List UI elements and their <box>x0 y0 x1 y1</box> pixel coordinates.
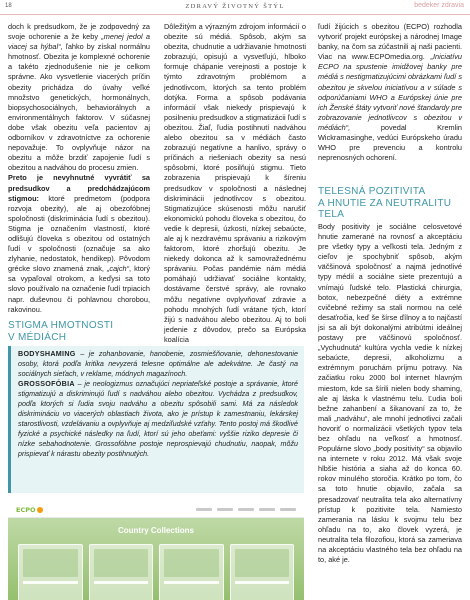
magazine-title: ZDRAVÝ ŽIVOTNÝ ŠTÝL <box>185 3 285 10</box>
heading-line: A HNUTIE ZA NEUTRALITU <box>318 197 452 209</box>
column-1 <box>8 22 150 315</box>
website-hero <box>8 518 304 600</box>
lead-text: Preto je nevyhnutné vyvrátiť sa predsudkov a predchádzajúcom stigmou: <box>8 173 150 203</box>
page-number: 18 <box>5 3 12 9</box>
collection-card <box>230 544 295 600</box>
heading-line: TELA <box>318 209 345 220</box>
text: , ktorý sa vypaľoval otrokom, a keďysi sa toto slovo používalo na označenie ľudí trpiacich napr. duševnou či pohlavnou chorobou, rakovinou. <box>8 264 150 314</box>
collection-cards <box>18 544 294 600</box>
section-heading-body-positivity <box>318 186 462 221</box>
website-header <box>8 502 304 518</box>
definition: – je zohanbovanie, hanobenie, zosmiešňovanie, dehonestovanie osoby, ktorá podľa kritika nevyzerá telesne optimálne ale adekvátne. Je častý na sociálnych sieťach, v reklame, módnych magazínoch. <box>18 350 298 378</box>
definition: – je neologizmus označujúci nepriateľské postoje a správanie, ktoré stigmatizujú a diskriminujú ľudí s nadváhou alebo obezitou. Vychádza z predsudkov, podľa ktorých si ľudia svoju nadváhu a obezitu spôsobili sami. Má za následok diskrimináciu vo viacerých oblastiach života, ako je prístup k zamestnaniu, lekárskej starostlivosti, vzdelávaniu a ovplyvňuje aj medziľudské vzťahy. Tento postoj má škodlivé fyzické a psychické následky na ľudí, ktorí sú jeho obeťami: vyššie riziko depresie či nízke sebahodnotenie. Grossofóbne postoje neprospievajú chudnutiu, naopak, môžu prispievať k nárastu obezity postihnutých. <box>18 380 298 458</box>
quote: „Iniciatívu ECPO na spustenie imidžovej banky pre médiá s nestigmatizujúcimi obrázkami ľudí s obezitou je skvelou iniciatívou a v súlade s odporúčaniami WHO a Európskej únie pre ich Ženské štáty vytvoriť nové štandardy pre zobrazovanie jednotlivcov s obezitou v médiách“, <box>318 52 462 132</box>
heading-line: TELESNÁ POZITIVITA <box>318 186 426 197</box>
quote: „menej jedol a viacej sa hýbal“ <box>8 32 151 52</box>
collection-card <box>89 544 154 600</box>
section-heading-media-stigma <box>8 320 153 343</box>
collection-card <box>159 544 224 600</box>
hero-title: Country Collections <box>117 526 194 535</box>
paragraph <box>8 22 150 173</box>
text: doch k predsudkom, že je zodpovedný za svoje ochorenie a že keby <box>8 22 150 42</box>
paragraph <box>318 22 462 163</box>
definition-box <box>8 346 304 493</box>
heading-line: V MÉDIÁCH <box>8 331 67 343</box>
text: , ľahko by získal normálnu hmotnosť. Obezita je komplexné ochorenie a takéto zjednodušenie nie je celkom správne. Ako vysvetlenie viacerých príčin obezity prichádza do úvahy veľké množstvo genetických, hormonálnych, biopsychosociálnych, behaviorálnych a environmentálnych faktorov. V súčasnej dobe však obezitu veľa pacientov aj odborníkov v zdravotníctve za ochorenie nepovažuje. To ovplyvňuje názor na obezitu a môže brzdiť zapojenie ľudí s obezitou a nadváhou do procesu zmien. <box>8 42 150 173</box>
text: ktoré predmetom (podpora rozvoja obezity), ale aj obezofóbnej spoločnosti (diskriminácia ľudí s obezitou). Stigma je označením vlastností, ktoré odlišujú človeka s obezitou od ostatných ľudí v spoločnosti (označuje sa ako zlyhanie, nedostatok, hendikep). Pôvodom grécke slovo znamená znak, <box>8 193 150 274</box>
heading-line: STIGMA HMOTNOSTI <box>8 320 114 331</box>
definition-grossofobia <box>18 379 298 459</box>
paragraph: Body positivity je sociálne celosvetové hnutie zamerané na rovnosť a akceptáciu pre všetky typy a veľkosti tela. Jedným z cieľov je spochybniť spôsob, akým väčšinová spoločnosť a najmä jednotlivé typy médií a sociálne siete prezentujú a vnímajú ľudské telo. Plastická chirurgia, botox, nebezpečné diéty a extrémne cvičebné režimy sa stali normou na celé desaťročia, keď še šírse ďílnoy a to najčastí jsi sa ali být dokonalými atribútmi ideálnej postavy pre väčšinovú spoločnosť. „Vychudnutá“ kultúra vychla vedie k nízkej sebaúcte, depresii, alkoholizmu a extrémnym poruchám príjmu potravy. Na začiatku roku 2000 bol internet hlavným miestom, kde sa šírili nielen body shaming, ale aj láska k vlastnému telu. Ľudia boli bežne zahanbení a šikanovaní za to, že mali „nadváhu“, ale mnohí jednotlivci začali hovoriť o normalizácii všetkých typov tela bez ohľadu na veľkosť a hmotnosť. Populárne slovo „body positivity“ sa objavilo na internete v roku 2012. Má však svoje hlbšie história a siaha až do konca 60. rokov minulého storočia. Krátko po tom, čo sa toto hnutie objavilo, začala sa presadzovať neutralita tela ako alternatívny prístup k pozitivite tela. Namiesto zamerania na lásku k svojmu telu bez ohľadu na to, ako človek vyzerá, je neutralita tela filozofiou, ktorá sa zameriava na akceptáciu vlastného tela bez ohľadu na to, aké je. <box>318 222 462 565</box>
menu-items <box>196 508 296 511</box>
section-name: bedeker zdravia <box>414 2 464 9</box>
definition-bodyshaming <box>18 349 298 379</box>
quote: „cajch“ <box>106 264 130 274</box>
collection-card <box>18 544 83 600</box>
website-screenshot <box>8 502 304 600</box>
term: GROSSOFÓBIA <box>18 380 75 388</box>
column-3-continued <box>318 222 462 565</box>
term: BODYSHAMING <box>18 350 76 358</box>
column-2 <box>164 22 306 345</box>
column-3 <box>318 22 462 163</box>
page-header <box>0 0 470 15</box>
text: ľudí žijúcich s obezitou (ECPO) rozhodla vytvoriť projekt európskej a národnej Image banky, na čom sa zúčastnili aj naši pacienti. Viac na www.ECPOmedia.org. <box>318 22 462 62</box>
ecpo-logo: ECPO <box>16 506 43 514</box>
paragraph: Dôležitým a výrazným zdrojom informácií o obezite sú médiá. Spôsob, akým sa obezita, chudnutie a udržiavanie hmotnosti zobrazujú, opisujú a vysvetľujú, hlboko formuje chápanie verejnosti a postoje k týmto zdravotným problémom a jednotlivcom, ktorých sa tento problém dotýka. Forma a spôsob podávania informácií však niekedy prispievajú k posilneniu predsudkov a stigmatizácii ľudí s obezitou. Žiaľ, ľudia postihnutí nadváhou alebo obezitou sa v médiách často zobrazujú negatívne a hanlivo, správy o príčinách a riešeniach obezity sa nesú spôsobmi, ktoré posilňujú stigmu. Tieto zobrazenia prispievajú k šíreniu predsudkov v spoločnosti a následnej diskriminácii jednotlivcov s obezitou. Stigmatizujúce skúsenosti môžu narušiť ekonomickú pohodu človeka s obezitou, čo vedie k depresii, úzkosti, nízkej sebaúcte, ale aj k nezdravému správaniu a rizikovým faktorom, ktoré zhoršujú obezitu. Je niekedy dokonca až k samovražednému správaniu. Počas pandémie nám médiá pomáhajú udržiavať sociálne kontakty, dostávame čerstvé správy, ale rovnako môžu negatívne ovplyvňovať zdravie a pohodu mnohých ľudí vrátane tých, ktorí žijú s nadváhou alebo obezitou. Aj to boli jedenie z dôvodov, prečo sa Európska koalícia <box>164 22 306 344</box>
paragraph <box>8 173 150 314</box>
text: povedal Kremlin Wickramasinghe, vedúci Európskeho úradu WHO pre prevenciu a kontrolu neprenosných ochorení. <box>318 122 462 163</box>
